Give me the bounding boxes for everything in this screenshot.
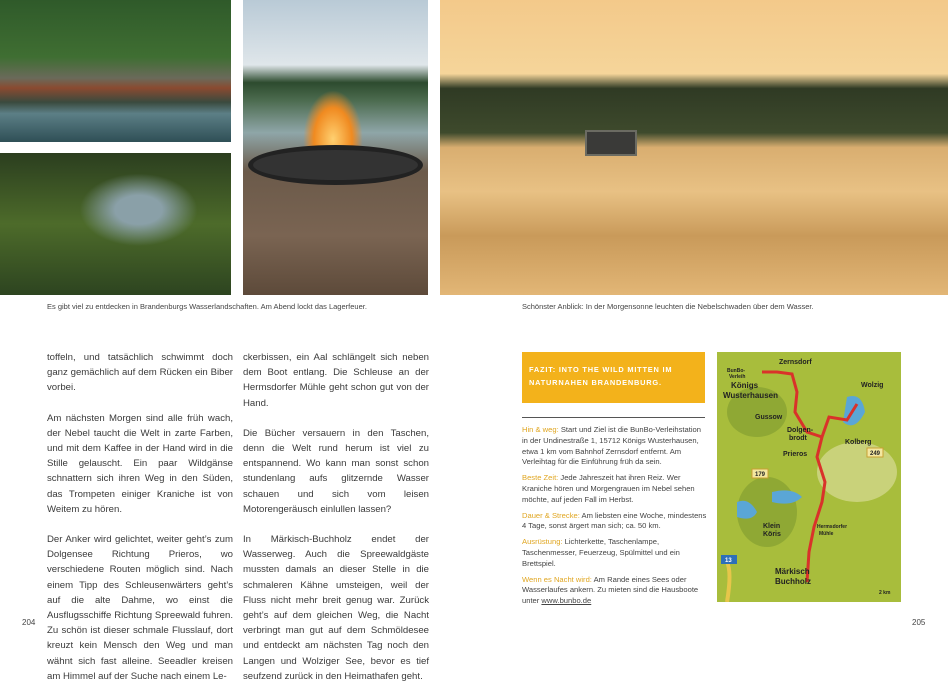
paragraph: In Märkisch-Buchholz endet der Wasserweg. Auch die Spreewaldgäste mussten damals an dieser Stelle in die schmaleren Kähne umsteigen, weil der Fluss nicht mehr breit genug war. Zurück geht’s auf dem gleichen Weg, die Nacht verbringt man gut auf dem Schmöldesee und entdeckt am nächsten Tag noch den Langen und Wolziger See, bevor es tief seufzend zurück in den Heimathafen geht. [243,534,429,682]
text-column-2 [243,350,429,699]
map-label: Gussow [755,414,783,421]
map-label: Buchholz [775,577,811,586]
bunbo-link[interactable]: www.bunbo.de [541,596,592,606]
map-label: Kolberg [845,439,872,446]
map-label: Dolgen- [787,427,814,434]
map-label: Königs [731,381,759,390]
road-a13: 13 [725,558,732,564]
fazit-box: FAZIT: INTO THE WILD MITTEN IM NATURNAHEN BRANDENBURG. [522,352,705,403]
info-box [522,425,708,612]
info-item: Wenn es Nacht wird: Am Rande eines Sees oder Wasserlaufes ankern. Zu mieten sind die Hausboote unter www.bunbo.de [522,574,699,606]
info-item: Beste Zeit: Jede Jahreszeit hat ihren Reiz. Wer Kraniche hören und Morgengrauen im Nebel sehen möchte, auf jeden Fall im Herbst. [522,473,695,504]
map-label: Zernsdorf [779,359,812,366]
route-map [717,352,901,602]
map-label: BunBo- [727,368,746,374]
map-label: Märkisch [775,567,810,576]
map-scale: 2 km [879,590,891,596]
info-item: Dauer & Strecke: Am liebsten eine Woche, mindestens 4 Tage, sonst ärgert man sich; ca. 50 km. [522,510,707,531]
road-249: 249 [870,451,881,457]
paragraph: Die Bücher versauern in den Taschen, denn die Welt rund herum ist viel zu entspannend. Wo kann man sonst schon stundenlang aufs glitzernde Wasser schauen und sich vom leisen Motorengeräusch einlullen lassen? [243,427,429,515]
info-item: Ausrüstung: Lichterkette, Taschenlampe, Taschenmesser, Feuerzeug, Spülmittel und ein Brettspiel. [522,537,680,568]
map-label: Köris [763,531,781,538]
info-item: Hin & weg: Start und Ziel ist die BunBo-Verleihstation in der Undinestraße 1, 15712 Königs Wusterhausen, etwa 1 km vom Bahnhof Zernsdorf entfernt. Am Verleihtag für die Einführung früh da sein. [522,425,701,467]
paragraph: toffeln, und tatsächlich schwimmt doch ganz gemächlich auf dem Rücken ein Biber vorbei. [47,352,233,394]
text-column-1 [47,350,233,699]
map-label: Prieros [783,451,808,458]
caption-left: Es gibt viel zu entdecken in Brandenburgs Wasserlandschaften. Am Abend lockt das Lagerfeuer. [47,302,367,311]
paragraph: ckerbissen, ein Aal schlängelt sich neben dem Boot entlang. Die Schleuse an der Hermsdorfer Mühle geht schon gut von der Hand. [243,352,429,409]
photo-houseboats [0,0,231,142]
photo-misty-lake [440,0,948,295]
map-label: Hermsdorfer [817,524,848,530]
map-label: Klein [763,523,781,530]
map-label: brodt [789,435,807,442]
page-number-right: 205 [912,618,926,627]
photo-heron [0,153,231,295]
map-label: Wusterhausen [723,391,778,400]
paragraph: Am nächsten Morgen sind alle früh wach, der Nebel taucht die Welt in zarte Farben, und mit dem Kaffee in der Hand wird in die Stille gelauscht. Ein paar Wildgänse schnattern sich ihren Weg in den Süden, das Trompeten einiger Kraniche ist von Weitem zu hören. [47,412,233,515]
paragraph: Der Anker wird gelichtet, weiter geht’s zum Dolgensee Richtung Prieros, wo verschiedene Routen möglich sind. Nach einem Tipp des Schleusenwärters geht’s auf die alte Dahme, wo einst die Ausflugsschiffe Richtung Spreewald fuhren. Zu schön ist dieser schmale Flusslauf, dort kreuzt kein Mensch den Weg und man wähnt sich fast alleine. Seeadler kreisen am Himmel auf der Suche nach einem Le- [47,534,233,682]
road-179: 179 [755,472,766,478]
photo-fire-pit [243,0,428,295]
map-label: Mühle [819,531,834,537]
page-number-left: 204 [22,618,36,627]
map-label: Wolzig [861,382,884,389]
caption-right: Schönster Anblick: In der Morgensonne leuchten die Nebelschwaden über dem Wasser. [522,302,814,311]
map-label: Verleih [729,374,746,380]
divider [522,417,705,418]
